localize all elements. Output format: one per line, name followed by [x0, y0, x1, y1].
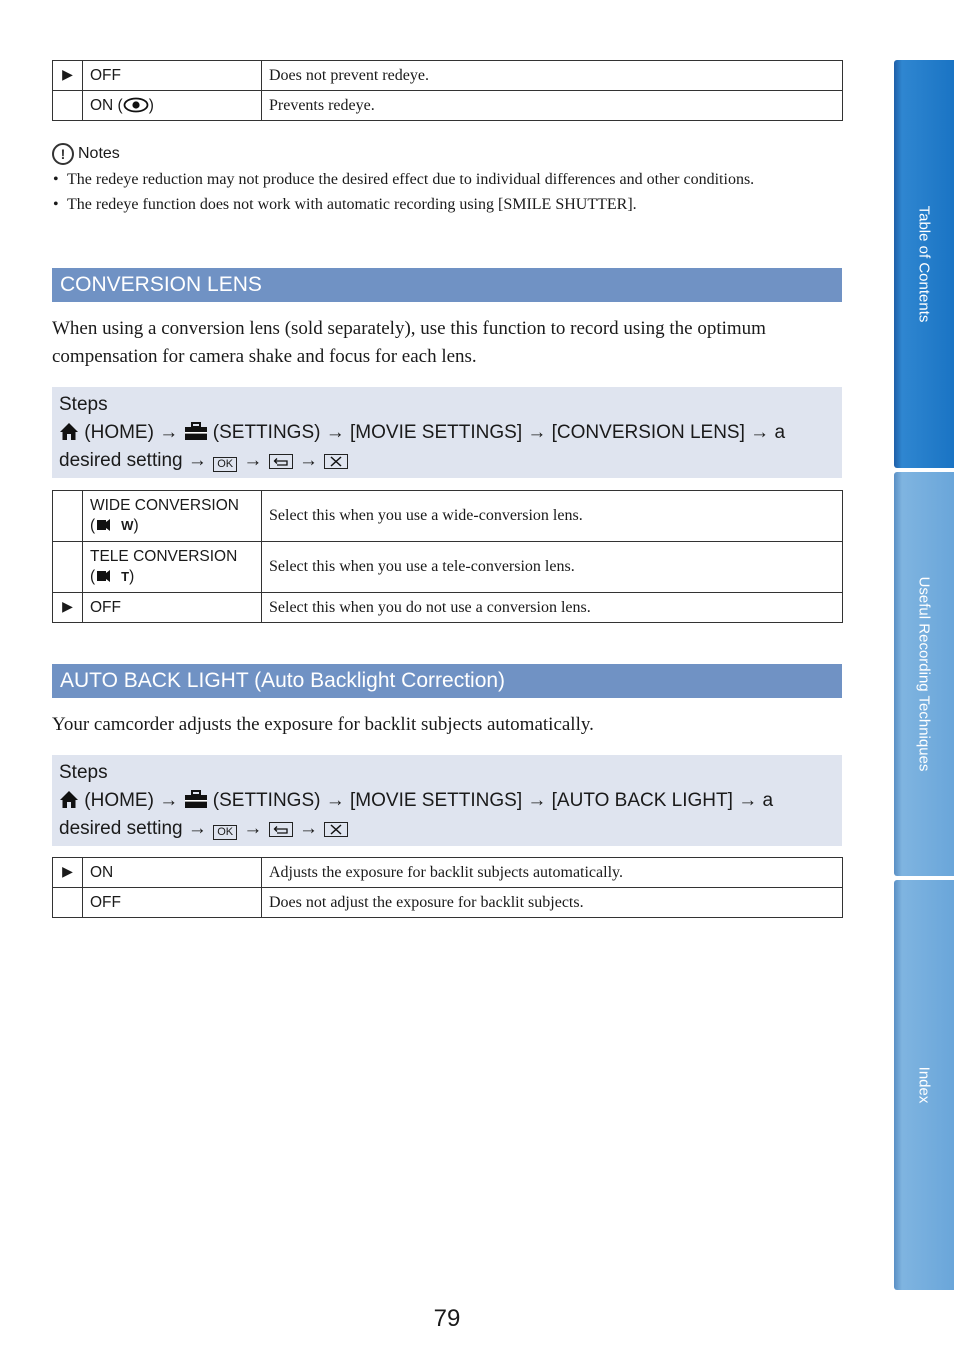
section-heading-conversion-lens: CONVERSION LENS	[52, 268, 842, 302]
close-icon	[324, 454, 348, 469]
steps-path: (HOME) → (SETTINGS) → [MOVIE SETTINGS] → [AUTO BACK LIGHT] → a desired setting → OK → →	[59, 790, 774, 839]
option-description: Select this when you use a wide-conversion lens.	[262, 491, 843, 542]
section-heading-auto-back-light: AUTO BACK LIGHT (Auto Backlight Correction)	[52, 664, 842, 698]
eye-icon	[123, 97, 149, 113]
option-name: OFF	[83, 593, 262, 623]
table-row	[53, 542, 843, 593]
option-description: Does not prevent redeye.	[262, 61, 843, 91]
home-icon	[59, 422, 79, 441]
redeye-options-table	[52, 60, 843, 121]
ok-button-icon: OK	[213, 825, 237, 840]
selected-marker: ▶	[53, 61, 83, 91]
option-name: WIDE CONVERSION ( W)	[83, 491, 262, 542]
table-row	[53, 61, 843, 91]
option-name: TELE CONVERSION ( T)	[83, 542, 262, 593]
tele-conversion-icon	[95, 568, 121, 584]
conversion-lens-intro: When using a conversion lens (sold separately), use this function to record using the optimum compensation for camera shake and focus for each lens.	[52, 318, 766, 367]
conversion-lens-options-table	[52, 490, 843, 623]
steps-path: (HOME) → (SETTINGS) → [MOVIE SETTINGS] → [CONVERSION LENS] → a desired setting → OK → →	[59, 422, 786, 471]
list-item: • The redeye function does not work with automatic recording using [SMILE SHUTTER].	[52, 192, 812, 217]
steps-box-auto-back-light	[52, 755, 842, 846]
option-description: Does not adjust the exposure for backlit subjects.	[262, 888, 843, 918]
side-tab-label: Index	[915, 1066, 933, 1104]
auto-back-light-options-table	[52, 857, 843, 918]
option-name: OFF	[83, 61, 262, 91]
side-tab-label: Useful Recording Techniques	[915, 576, 933, 772]
option-name: OFF	[83, 888, 262, 918]
empty-marker	[53, 91, 83, 121]
toolbox-icon	[184, 422, 208, 441]
notes-list	[52, 167, 812, 217]
steps-box-conversion-lens	[52, 387, 842, 478]
return-icon	[269, 454, 293, 469]
notes-heading: ! Notes	[52, 143, 120, 165]
empty-marker	[53, 491, 83, 542]
option-description: Select this when you do not use a conversion lens.	[262, 593, 843, 623]
auto-back-light-intro: Your camcorder adjusts the exposure for backlit subjects automatically.	[52, 714, 594, 735]
option-name: ON ( )	[83, 91, 262, 121]
selected-marker: ▶	[53, 858, 83, 888]
toolbox-icon	[184, 790, 208, 809]
side-tab-useful-recording-techniques[interactable]	[894, 472, 954, 876]
home-icon	[59, 790, 79, 809]
table-row	[53, 858, 843, 888]
side-tab-label: Table of Contents	[915, 205, 933, 323]
steps-label: Steps	[59, 394, 108, 415]
notes-icon: !	[52, 143, 74, 165]
page-number: 79	[433, 1305, 461, 1332]
ok-button-icon: OK	[213, 457, 237, 472]
side-tab-index[interactable]	[894, 880, 954, 1290]
return-icon	[269, 822, 293, 837]
option-name: ON	[83, 858, 262, 888]
table-row	[53, 888, 843, 918]
empty-marker	[53, 888, 83, 918]
option-description: Prevents redeye.	[262, 91, 843, 121]
list-item: • The redeye reduction may not produce the desired effect due to individual differences and other conditions.	[52, 167, 812, 192]
selected-marker: ▶	[53, 593, 83, 623]
table-row	[53, 593, 843, 623]
option-description: Select this when you use a tele-conversion lens.	[262, 542, 843, 593]
table-row	[53, 491, 843, 542]
table-row	[53, 91, 843, 121]
side-tab-table-of-contents[interactable]	[894, 60, 954, 468]
option-description: Adjusts the exposure for backlit subjects automatically.	[262, 858, 843, 888]
wide-conversion-icon	[95, 517, 121, 533]
empty-marker	[53, 542, 83, 593]
close-icon	[324, 822, 348, 837]
steps-label: Steps	[59, 762, 108, 783]
